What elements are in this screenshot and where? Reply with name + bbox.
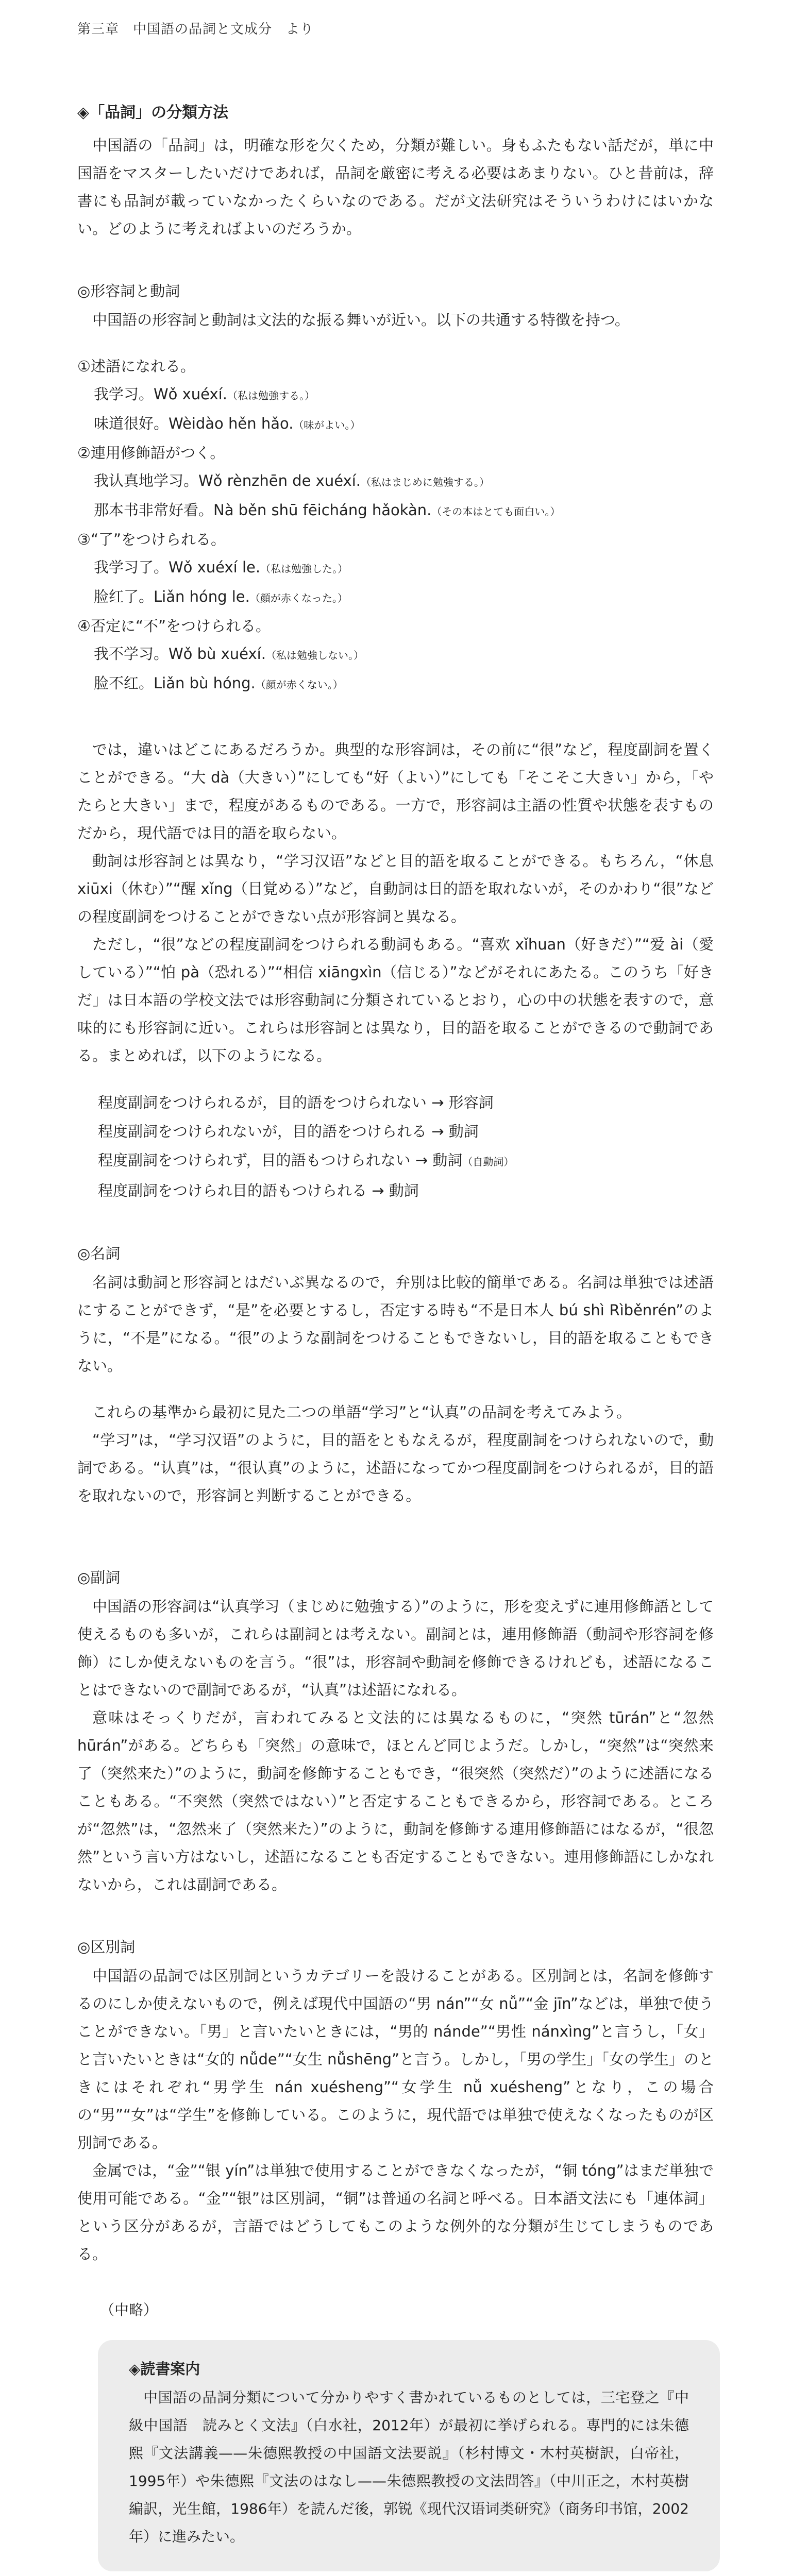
paragraph: 中国語の品詞では区別詞というカテゴリーを設けることがある。区別詞とは，名詞を修飾するのにしか使えないもので，例えば現代中国語の“男 nán”“女 nǚ”“金 jīn”などは，単独で使うことができない。「男」と言いたいときには，“男的 nánde”“男性 nánxìng”と言うし，「女」と言いたいときは“女的 nǚde”“女生 nǚshēng”と言う。しかし，「男の学生」「女の学生」のときにはそれぞれ“男学生 nán xuésheng”“女学生 nǚ xuésheng”となり，この場合の“男”“女”は“学生”を修飾している。このように，現代語では単独で使えなくなったものが区別詞である。 — [77, 1967, 714, 2151]
reading-guide-title: ◈読書案内 — [129, 2360, 200, 2378]
paragraph: 中国語の形容詞と動詞は文法的な振る舞いが近い。以下の共通する特徴を持つ。 — [92, 311, 630, 329]
section-adverb — [77, 1566, 714, 1899]
page-header: 第三章 中国語の品詞と文成分 より — [77, 22, 314, 37]
example: 我认真地学习。Wǒ rènzhēn de xuéxí.（私はまじめに勉強する。） — [94, 472, 490, 489]
section-classification — [77, 99, 714, 243]
paragraph: 名詞は動詞と形容詞とはだいぶ異なるので，弁別は比較的簡単である。名詞は単独では述語にすることができず，“是”を必要とするし，否定する時も“不是日本人 bú shì Rìběnrén”のように，“不是”になる。“很”のような副詞をつけることもできないし，目的語を取ることもできない。 — [77, 1274, 714, 1375]
section-title: ◎区別詞 — [77, 1938, 136, 1956]
feature-head: ①述語になれる。 — [77, 358, 195, 375]
section-title: ◎副詞 — [77, 1569, 121, 1586]
example: 味道很好。Wèidào hěn hǎo.（味がよい。） — [94, 415, 361, 432]
reading-guide-box — [98, 2340, 720, 2571]
example: 我不学习。Wǒ bù xuéxí.（私は勉強しない。） — [94, 645, 364, 663]
omission-mark: （中略） — [100, 2301, 158, 2318]
paragraph: 中国語の品詞分類について分かりやすく書かれているものとしては，三宅登之『中級中国語 読みとく文法』（白水社，2012年）が最初に挙げられる。専門的には朱德熙『文法講義——朱德熙教授の中国語文法要説』（杉村博文・木村英樹訳，白帝社，1995年）や朱德熙『文法のはなし——朱德熙教授の文法問答』（中川正之，木村英樹編訳，光生館，1986年）を読んだ後，郭锐《现代汉语词类研究》（商务印书馆，2002年）に進みたい。 — [129, 2389, 689, 2545]
section-noun — [77, 1242, 714, 1510]
paragraph: ただし，“很”などの程度副詞をつけられる動詞もある。“喜欢 xǐhuan（好きだ）”“爱 ài（愛している）”“怕 pà（恐れる）”“相信 xiāngxìn（信じる）”などがそれにあたる。このうち「好きだ」は日本語の学校文法では形容動詞に分類されているとおり，心の中の状態を表すので，意味的にも形容詞に近い。これらは形容詞とは異なり，目的語を取ることができるので動詞である。まとめれば，以下のようになる。 — [77, 936, 714, 1064]
summary-line: 程度副詞をつけられるが，目的語をつけられない → 形容詞 — [98, 1094, 494, 1111]
paragraph: 意味はそっくりだが，言われてみると文法的には異なるものに，“突然 tūrán”と“忽然 hūrán”がある。どちらも「突然」の意味で，ほとんど同じようだ。しかし，“突然”は“突然来了（突然来た）”のように，動詞を修飾することもでき，“很突然（突然だ）”のように述語になることもある。“不突然（突然ではない）”と否定することもできるから，形容詞である。ところが“忽然”は，“忽然来了（突然来た）”のように，動詞を修飾する連用修飾語にはなるが，“很忽然”という言い方はないし，述語になることも否定することもできない。連用修飾語にしかなれないから，これは副詞である。 — [77, 1709, 714, 1893]
paragraph: 中国語の「品詞」は，明確な形を欠くため，分類が難しい。身もふたもない話だが，単に中国語をマスターしたいだけであれば，品詞を厳密に考える必要はあまりない。ひと昔前は，辞書にも品詞が載っていなかったくらいなのである。だが文法研究はそういうわけにはいかない。どのように考えればよいのだろうか。 — [77, 137, 714, 238]
paragraph: “学习”は，“学习汉语”のように，目的語をともなえるが，程度副詞をつけられないので，動詞である。“认真”は，“很认真”のように，述語になってかつ程度副詞をつけられるが，目的語を取れないので，形容詞と判断することができる。 — [77, 1431, 714, 1504]
example: 脸红了。Liǎn hóng le.（顔が赤くなった。） — [94, 588, 348, 605]
example: 脸不红。Liǎn bù hóng.（顔が赤くない。） — [94, 674, 343, 692]
section-title: ◎名詞 — [77, 1245, 121, 1262]
example: 那本书非常好看。Nà běn shū fēicháng hǎokàn.（その本はとても面白い。） — [94, 501, 561, 519]
section-title: ◎形容詞と動詞 — [77, 282, 180, 300]
section-adjective-verb — [77, 280, 714, 1205]
paragraph: 金属では，“金”“银 yín”は単独で使用することができなくなったが，“铜 tóng”はまだ単独で使用可能である。“金”“银”は区別詞，“铜”は普通の名詞と呼べる。日本語文法にも「連体詞」という区分があるが，言語ではどうしてもこのような例外的な分類が生じてしまうものである。 — [77, 2162, 714, 2263]
feature-head: ③“了”をつけられる。 — [77, 531, 226, 548]
example: 我学习。Wǒ xuéxí.（私は勉強する。） — [94, 385, 315, 403]
paragraph: では，違いはどこにあるだろうか。典型的な形容詞は，その前に“很”など，程度副詞を置くことができる。“大 dà（大きい）”にしても“好（よい）”にしても「そこそこ大きい」から，「やたらと大きい」まで，程度があるものである。一方で，形容詞は主語の性質や状態を表すものだから，現代語では目的語を取らない。 — [77, 741, 714, 842]
paragraph: 中国語の形容詞は“认真学习（まじめに勉強する）”のように，形を変えずに連用修飾語として使えるものも多いが，これらは副詞とは考えない。副詞とは，連用修飾語（動詞や形容詞を修飾）にしか使えないものを言う。“很”は，形容詞や動詞を修飾できるけれども，述語になることはできないので副詞であるが，“认真”は述語になれる。 — [77, 1598, 714, 1699]
paragraph: 動詞は形容詞とは異なり，“学习汉语”などと目的語を取ることができる。もちろん，“休息 xiūxi（休む）”“醒 xǐng（目覚める）”など，自動詞は目的語を取れないが，そのかわり“很”などの程度副詞をつけることができない点が形容詞と異なる。 — [77, 852, 714, 925]
summary-line: 程度副詞をつけられ目的語もつけられる → 動詞 — [98, 1182, 419, 1199]
example: 我学习了。Wǒ xuéxí le.（私は勉強した。） — [94, 558, 348, 576]
paragraph: これらの基準から最初に見た二つの単語“学习”と“认真”の品詞を考えてみよう。 — [92, 1403, 632, 1421]
section-distinctive-word — [77, 1936, 714, 2268]
summary-line: 程度副詞をつけられないが，目的語をつけられる → 動詞 — [98, 1123, 479, 1140]
feature-head: ④否定に“不”をつけられる。 — [77, 617, 271, 635]
summary-line: 程度副詞をつけられず，目的語もつけられない → 動詞（自動詞） — [98, 1151, 514, 1169]
feature-head: ②連用修飾語がつく。 — [77, 444, 225, 462]
section-title: ◈「品詞」の分類方法 — [77, 104, 229, 122]
